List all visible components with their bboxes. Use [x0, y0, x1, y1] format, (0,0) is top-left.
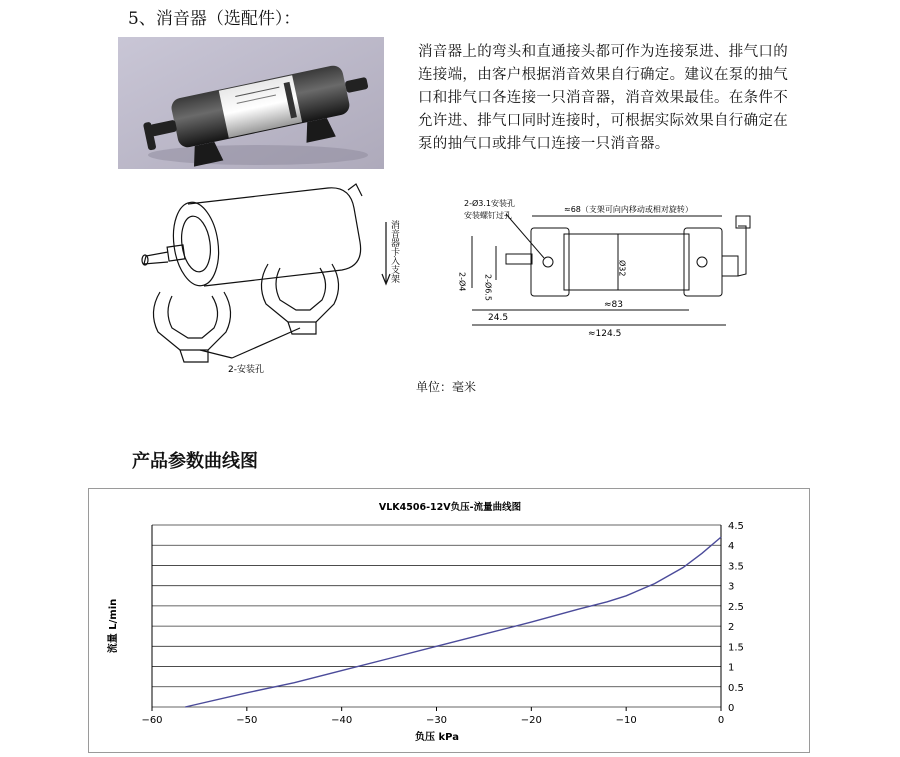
- dia-body-label: Ø32: [617, 260, 627, 277]
- y-tick-label: 2: [728, 622, 735, 634]
- mount-hole-label: 2-安装孔: [228, 365, 264, 375]
- y-tick-label: 0.5: [728, 682, 744, 694]
- y-tick-label: 3: [728, 581, 735, 593]
- description-text: 消音器上的弯头和直通接头都可作为连接泵进、排气口的连接端，由客户根据消音效果自行确定。建议在泵的抽气口和排气口各连接一只消音器，消音效果最佳。在条件不允许进、排气口同时连接时，可根据实际效果自行确定在泵的抽气口或排气口连接一只消音器。: [418, 44, 788, 152]
- dim-mid-label: ≈83: [604, 300, 623, 310]
- chart-heading: 产品参数曲线图: [132, 451, 258, 472]
- bracket-insert-label: 消音器卡入支架: [389, 220, 399, 283]
- x-tick-label: −10: [615, 715, 637, 726]
- unit-label: 单位：毫米: [416, 380, 477, 394]
- y-axis-label: 流量 L/min: [108, 598, 119, 654]
- y-tick-label: 0: [728, 703, 735, 714]
- screw-hole-label: 安装螺钉过孔: [464, 211, 512, 220]
- y-tick-label: 2.5: [728, 601, 744, 613]
- x-tick-label: −40: [331, 715, 353, 726]
- chart-title: VLK4506-12V负压-流量曲线图: [378, 502, 522, 513]
- x-axis-label: 负压 kPa: [415, 732, 459, 743]
- x-tick-label: −20: [520, 715, 542, 726]
- hole-spec-label: 2-Ø3.1安装孔: [464, 199, 515, 208]
- y-tick-label: 3.5: [728, 561, 744, 573]
- x-tick-label: 0: [717, 715, 725, 726]
- x-tick-label: −30: [425, 715, 448, 726]
- dim-total-label: ≈124.5: [588, 329, 622, 339]
- span-label: ≈68（支架可向内移动或相对旋转）: [564, 205, 693, 214]
- y-tick-label: 4: [728, 541, 735, 553]
- y-tick-label: 4.5: [728, 521, 744, 532]
- section-title: 5、消音器（选配件）：: [128, 9, 301, 29]
- y-tick-label: 1.5: [728, 642, 744, 654]
- dia-outer-label: 2-Ø4: [457, 272, 467, 292]
- y-tick-label: 1: [728, 662, 735, 674]
- x-tick-label: −60: [141, 715, 163, 726]
- dia-inner-label: 2-Ø6.5: [483, 274, 493, 301]
- x-tick-label: −50: [236, 715, 258, 726]
- dim-left-label: 24.5: [488, 313, 509, 323]
- series-line: [185, 537, 721, 707]
